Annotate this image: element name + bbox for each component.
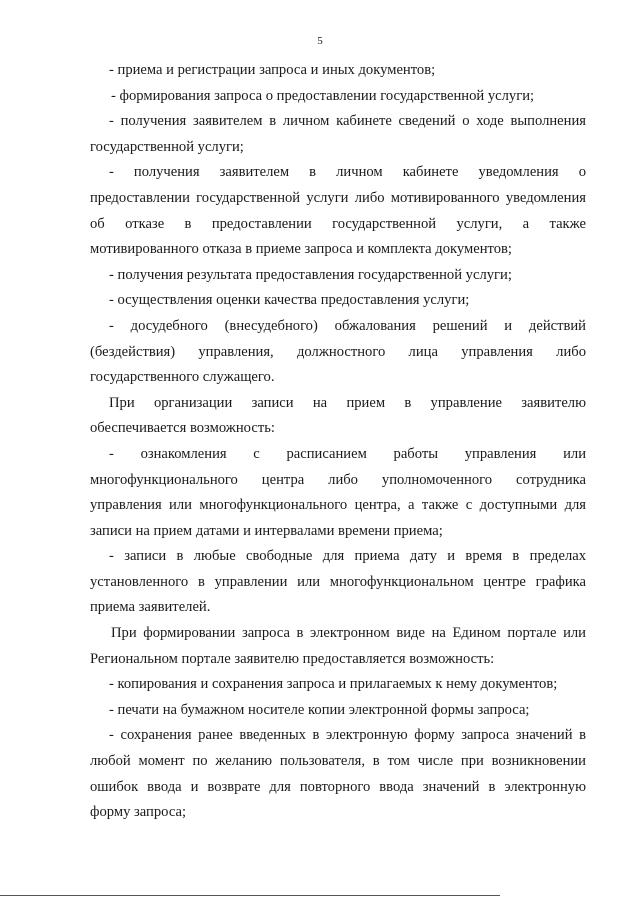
- list-item: - ознакомления с расписанием работы управления или: [109, 445, 586, 462]
- text-line: мотивированного отказа в приеме запроса и комплекта документов;: [90, 241, 512, 258]
- text-line: приема заявителей.: [90, 599, 211, 616]
- list-item: - получения результата предоставления государственной услуги;: [109, 266, 512, 283]
- list-item: - формирования запроса о предоставлении государственной услуги;: [111, 87, 535, 104]
- paragraph-first-line: При формировании запроса в электронном виде на Едином портале или: [111, 625, 586, 642]
- text-line: об отказе в предоставлении государственной услуги, а также: [90, 215, 586, 232]
- list-item: - приема и регистрации запроса и иных документов;: [109, 62, 436, 78]
- text-line: любой момент по желанию пользователя, в том числе при возникновении: [90, 753, 586, 770]
- list-item: - сохранения ранее введенных в электронную форму запроса значений в: [109, 727, 586, 744]
- text-line: обеспечивается возможность:: [90, 420, 275, 437]
- list-item: - досудебного (внесудебного) обжалования решений и действий: [109, 317, 586, 334]
- paragraph-first-line: При организации записи на прием в управление заявителю: [109, 394, 586, 411]
- page-number: 5: [317, 35, 323, 47]
- list-item: - печати на бумажном носителе копии электронной формы запроса;: [109, 701, 530, 718]
- list-item: - получения заявителем в личном кабинете сведений о ходе выполнения: [109, 113, 586, 130]
- text-line: предоставлении государственной услуги либо мотивированного уведомления: [90, 189, 586, 206]
- text-line: многофункционального центра либо уполномоченного сотрудника: [90, 471, 586, 488]
- list-item: - копирования и сохранения запроса и прилагаемых к нему документов;: [109, 676, 558, 693]
- text-line: форму запроса;: [90, 804, 187, 821]
- text-line: государственного служащего.: [90, 369, 275, 386]
- document-body: [90, 58, 586, 826]
- text-line: (бездействия) управления, должностного лица управления либо: [90, 343, 586, 360]
- text-line: записи на прием датами и интервалами времени приема;: [90, 522, 443, 539]
- list-item: - получения заявителем в личном кабинете уведомления о: [109, 164, 586, 181]
- list-item: - осуществления оценки качества предоставления услуги;: [109, 292, 470, 309]
- text-line: управления или многофункционального центра, а также с доступными для: [90, 497, 586, 514]
- text-line: установленного в управлении или многофункциональном центре графика: [90, 573, 586, 590]
- text-line: Региональном портале заявителю предоставляется возможность:: [90, 650, 495, 667]
- footer-divider: [0, 895, 500, 896]
- list-item: - записи в любые свободные для приема дату и время в пределах: [109, 548, 586, 565]
- text-line: ошибок ввода и возврате для повторного ввода значений в электронную: [90, 778, 586, 795]
- text-line: государственной услуги;: [90, 138, 244, 155]
